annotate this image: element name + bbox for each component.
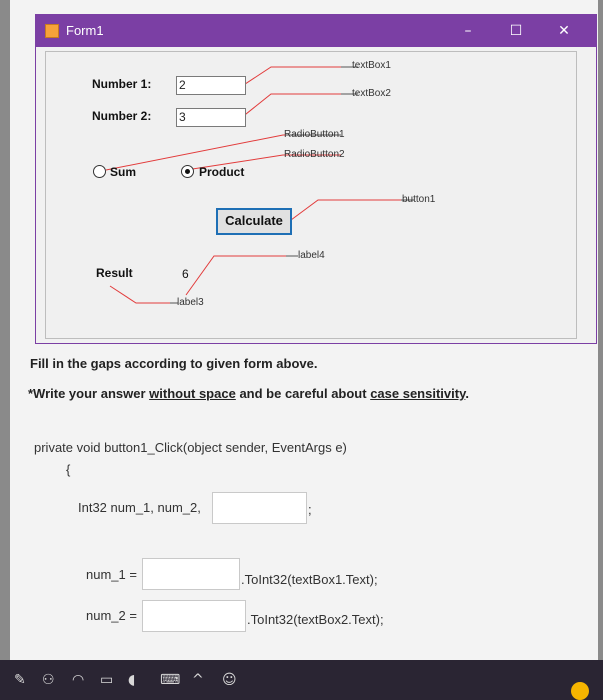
- question-underline-space: without space: [149, 386, 236, 401]
- annotation-radio2: RadioButton2: [284, 149, 345, 160]
- radio-sum-label: Sum: [110, 165, 137, 179]
- code-signature: private void button1_Click(object sender, EventArgs e): [34, 440, 347, 455]
- radio-product-label: Product: [199, 165, 245, 179]
- annotation-label4: label4: [298, 250, 325, 261]
- question-line2: [28, 386, 469, 401]
- minimize-button[interactable]: –: [464, 23, 472, 39]
- volume-icon[interactable]: ◖: [128, 672, 136, 688]
- question-line1: Fill in the gaps according to given form above.: [30, 356, 318, 371]
- wifi-icon[interactable]: ◠: [72, 672, 85, 688]
- form1-window: [35, 14, 597, 344]
- question-line2-suffix: .: [465, 386, 469, 401]
- keyboard-icon[interactable]: ⌨: [160, 672, 181, 688]
- annotation-textbox2: textBox2: [352, 88, 391, 99]
- annotation-lines: [46, 52, 576, 338]
- annotation-button1: button1: [402, 194, 436, 205]
- question-line2-prefix: *Write your answer: [28, 386, 150, 401]
- number2-label: Number 2:: [92, 109, 152, 123]
- screen: [10, 0, 598, 660]
- code-brace: {: [66, 462, 71, 477]
- result-label: Result: [96, 266, 133, 280]
- code-declaration-end: ;: [308, 502, 312, 517]
- answer-box-type[interactable]: [212, 492, 307, 524]
- textbox1[interactable]: 2: [176, 76, 246, 95]
- calculate-button[interactable]: Calculate: [216, 208, 292, 235]
- form-client-area: [45, 51, 577, 339]
- radio-product[interactable]: [181, 165, 194, 178]
- title-bar[interactable]: [36, 15, 596, 47]
- close-button[interactable]: ✕: [558, 23, 570, 39]
- code-num2-rhs: .ToInt32(textBox2.Text);: [247, 612, 384, 627]
- person-icon[interactable]: ☺: [222, 672, 237, 688]
- code-num1: num_1 =: [86, 567, 137, 582]
- corner-logo-icon: [571, 682, 589, 700]
- maximize-button[interactable]: ☐: [509, 23, 523, 39]
- answer-box-num2[interactable]: [142, 600, 246, 632]
- question-underline-case: case sensitivity: [370, 386, 466, 401]
- annotation-textbox1: textBox1: [352, 60, 391, 71]
- people-icon[interactable]: ⚇: [42, 672, 55, 688]
- result-value: 6: [182, 267, 189, 281]
- taskbar: [0, 660, 603, 700]
- window-title: Form1: [66, 23, 104, 38]
- battery-icon[interactable]: ▭: [100, 672, 114, 688]
- question-line2-mid: and be careful about: [235, 386, 371, 401]
- radio-sum[interactable]: [93, 165, 106, 178]
- code-declaration: Int32 num_1, num_2,: [78, 500, 201, 515]
- number1-label: Number 1:: [92, 77, 152, 91]
- chevron-up-icon[interactable]: ^: [192, 672, 204, 688]
- code-num2: num_2 =: [86, 608, 137, 623]
- annotation-radio1: RadioButton1: [284, 129, 345, 140]
- annotation-label3: label3: [177, 297, 204, 308]
- answer-box-num1[interactable]: [142, 558, 240, 590]
- code-num1-rhs: .ToInt32(textBox1.Text);: [241, 572, 378, 587]
- textbox2[interactable]: 3: [176, 108, 246, 127]
- app-icon: [45, 24, 59, 38]
- pen-icon[interactable]: ✎: [14, 672, 26, 688]
